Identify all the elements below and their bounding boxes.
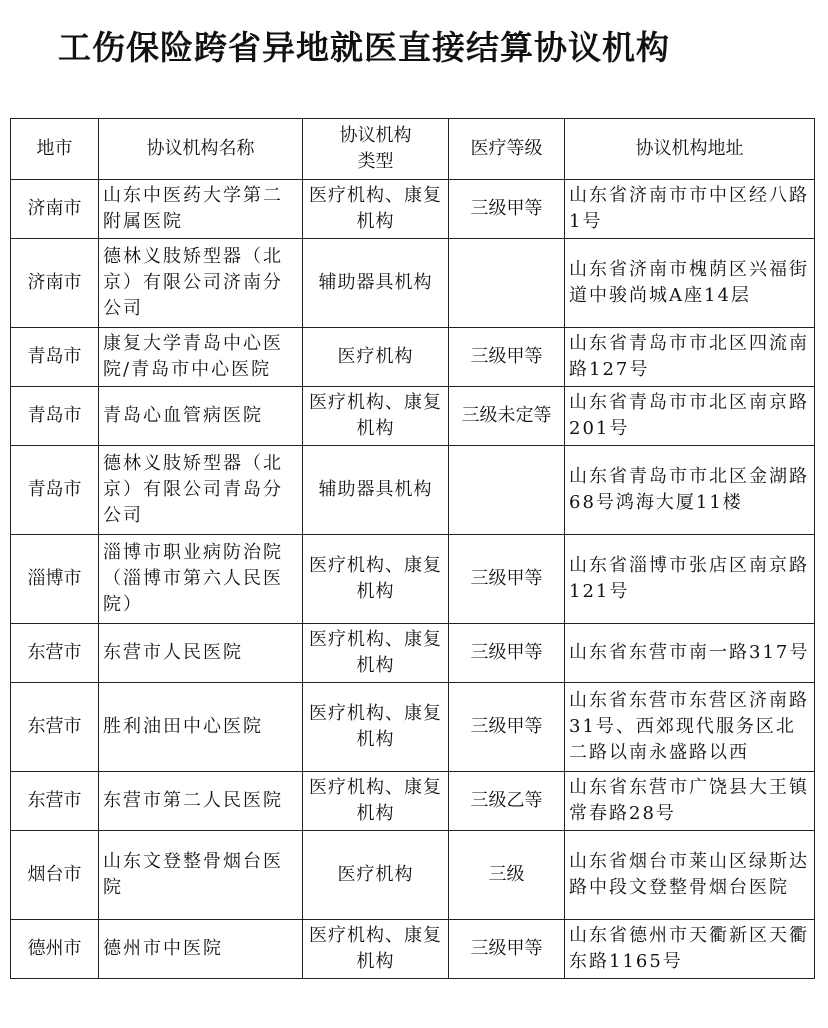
cell-address: 山东省青岛市市北区南京路201号	[565, 387, 815, 446]
cell-city: 青岛市	[11, 328, 99, 387]
header-name: 协议机构名称	[99, 119, 303, 180]
cell-address: 山东省青岛市市北区四流南路127号	[565, 328, 815, 387]
table-header-row	[11, 119, 815, 180]
table-body	[11, 180, 815, 979]
cell-address: 山东省烟台市莱山区绿斯达路中段文登整骨烟台医院	[565, 831, 815, 920]
cell-institution-type: 医疗机构、康复机构	[303, 683, 449, 772]
table-row	[11, 387, 815, 446]
cell-institution-name: 淄博市职业病防治院（淄博市第六人民医院）	[99, 535, 303, 624]
cell-address: 山东省青岛市市北区金湖路68号鸿海大厦11楼	[565, 446, 815, 535]
cell-institution-type: 医疗机构、康复机构	[303, 772, 449, 831]
cell-medical-level	[449, 446, 565, 535]
cell-institution-name: 胜利油田中心医院	[99, 683, 303, 772]
cell-city: 济南市	[11, 180, 99, 239]
cell-institution-name: 青岛心血管病医院	[99, 387, 303, 446]
header-address: 协议机构地址	[565, 119, 815, 180]
cell-institution-type: 医疗机构	[303, 831, 449, 920]
header-type: 协议机构类型	[303, 119, 449, 180]
cell-city: 青岛市	[11, 446, 99, 535]
cell-city: 烟台市	[11, 831, 99, 920]
table-row	[11, 446, 815, 535]
cell-medical-level: 三级甲等	[449, 328, 565, 387]
cell-city: 济南市	[11, 239, 99, 328]
table-row	[11, 831, 815, 920]
cell-medical-level: 三级甲等	[449, 683, 565, 772]
cell-address: 山东省济南市槐荫区兴福街道中骏尚城A座14层	[565, 239, 815, 328]
cell-institution-name: 德林义肢矫型器（北京）有限公司济南分公司	[99, 239, 303, 328]
cell-address: 山东省东营市东营区济南路31号、西郊现代服务区北二路以南永盛路以西	[565, 683, 815, 772]
header-city: 地市	[11, 119, 99, 180]
document-title: 工伤保险跨省异地就医直接结算协议机构	[58, 28, 670, 67]
table-row	[11, 535, 815, 624]
cell-city: 德州市	[11, 920, 99, 979]
cell-institution-name: 东营市第二人民医院	[99, 772, 303, 831]
cell-address: 山东省淄博市张店区南京路121号	[565, 535, 815, 624]
cell-medical-level: 三级甲等	[449, 920, 565, 979]
header-level: 医疗等级	[449, 119, 565, 180]
cell-medical-level: 三级乙等	[449, 772, 565, 831]
cell-address: 山东省东营市广饶县大王镇常春路28号	[565, 772, 815, 831]
table-row	[11, 920, 815, 979]
cell-city: 青岛市	[11, 387, 99, 446]
cell-institution-type: 医疗机构、康复机构	[303, 920, 449, 979]
cell-medical-level: 三级	[449, 831, 565, 920]
table-row	[11, 772, 815, 831]
cell-medical-level: 三级甲等	[449, 180, 565, 239]
cell-city: 东营市	[11, 772, 99, 831]
table-row	[11, 239, 815, 328]
cell-city: 东营市	[11, 683, 99, 772]
table-row	[11, 683, 815, 772]
table-row	[11, 328, 815, 387]
cell-medical-level: 三级甲等	[449, 535, 565, 624]
cell-institution-type: 医疗机构、康复机构	[303, 535, 449, 624]
cell-address: 山东省济南市市中区经八路1号	[565, 180, 815, 239]
cell-institution-name: 东营市人民医院	[99, 624, 303, 683]
cell-medical-level: 三级未定等	[449, 387, 565, 446]
cell-institution-type: 医疗机构	[303, 328, 449, 387]
cell-institution-name: 康复大学青岛中心医院/青岛市中心医院	[99, 328, 303, 387]
cell-institution-name: 德州市中医院	[99, 920, 303, 979]
cell-institution-type: 医疗机构、康复机构	[303, 387, 449, 446]
cell-institution-type: 医疗机构、康复机构	[303, 624, 449, 683]
cell-city: 东营市	[11, 624, 99, 683]
cell-institution-name: 山东文登整骨烟台医院	[99, 831, 303, 920]
institution-table	[10, 118, 815, 979]
cell-medical-level	[449, 239, 565, 328]
cell-address: 山东省德州市天衢新区天衢东路1165号	[565, 920, 815, 979]
cell-address: 山东省东营市南一路317号	[565, 624, 815, 683]
table-row	[11, 180, 815, 239]
cell-institution-type: 辅助器具机构	[303, 239, 449, 328]
cell-institution-name: 德林义肢矫型器（北京）有限公司青岛分公司	[99, 446, 303, 535]
cell-institution-type: 医疗机构、康复机构	[303, 180, 449, 239]
cell-city: 淄博市	[11, 535, 99, 624]
table-row	[11, 624, 815, 683]
cell-medical-level: 三级甲等	[449, 624, 565, 683]
cell-institution-type: 辅助器具机构	[303, 446, 449, 535]
cell-institution-name: 山东中医药大学第二附属医院	[99, 180, 303, 239]
